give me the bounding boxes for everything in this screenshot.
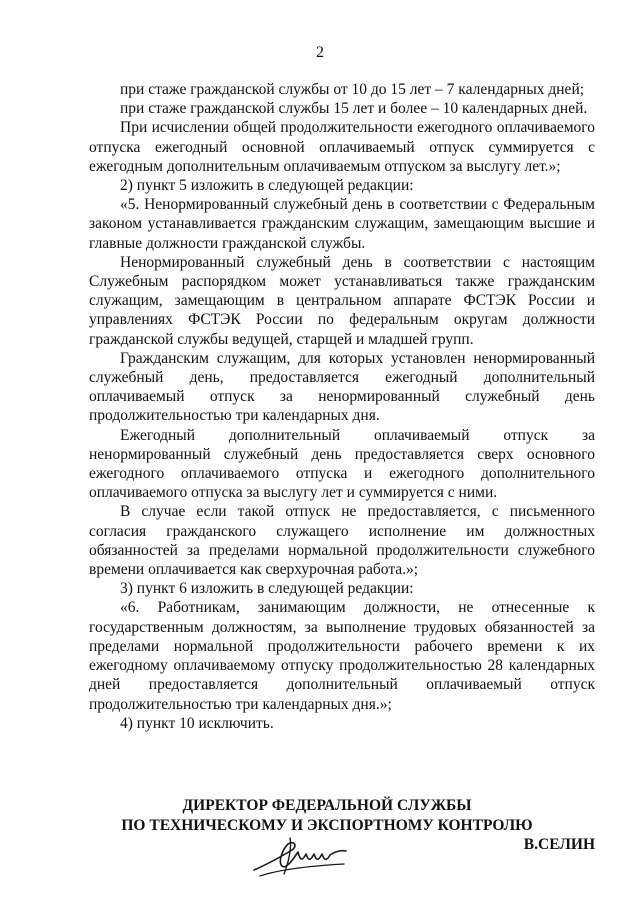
paragraph: при стаже гражданской службы от 10 до 15 лет – 7 календарных дней; [120,81,585,98]
paragraph: Ненормированный служебный день в соответствии с настоящим Служебным распорядком может устанавливаться также гражданским служащим, замещающим в центральном аппарате ФСТЭК России и управлениях ФСТЭК России по федеральным округам должности гражданской службы ведущей, старщей и младшей групп. [89,253,595,348]
page-number: 2 [316,44,324,61]
paragraph: Гражданским служащим, для которых установлен ненормированный служебный день, предоставляется ежегодный дополнительный оплачиваемый отпуск за ненормированный служебный день продолжительностью три календарных дня. [89,349,595,425]
paragraph: 2) пункт 5 изложить в следующей редакции: [120,177,414,195]
paragraph: 3) пункт 6 изложить в следующей редакции: [120,580,414,598]
paragraph: Ежегодный дополнительный оплачиваемый отпуск за ненормированный служебный день предоставляется сверх основного ежегодного оплачиваемого отпуска и ежегодного дополнительного оплачиваемого отпуска за выслугу лет и суммируется с ними. [89,426,595,502]
paragraph: 4) пункт 10 исключить. [120,714,274,732]
signatory-title-line-1: ДИРЕКТОР ФЕДЕРАЛЬНОЙ СЛУЖБЫ [182,797,472,814]
document-body [89,80,595,733]
signatory-title-line-2: ПО ТЕХНИЧЕСКОМУ И ЭКСПОРТНОМУ КОНТРОЛЮ [121,816,533,834]
paragraph: В случае если такой отпуск не предоставляется, с письменного согласия гражданского служащего исполнение им должностных обязанностей за пределами нормальной продолжительности служебного времени оплачивается как сверхурочная работа.»; [89,503,595,579]
paragraph: «5. Ненормированный служебный день в соответствии с Федеральным законом устанавливается гражданским служащим, замещающим высшие и главные должности гражданской службы. [89,196,595,252]
handwritten-signature [248,830,368,882]
paragraph: «6. Работникам, занимающим должности, не отнесенные к государственным должностям, за выполнение трудовых обязанностей за пределами нормальной продолжительности рабочего времени к их ежегодному оплачиваемому отпуску продолжительностью 28 календарных дней предоставляется дополнительный оплачиваемый отпуск продолжительностью три календарных дня.»; [89,599,595,713]
paragraph: При исчислении общей продолжительности ежегодного оплачиваемого отпуска ежегодный основной оплачиваемый отпуск суммируется с ежегодным дополнительным оплачиваемым отпуском за выслугу лет.»; [89,119,595,175]
paragraph: при стаже гражданской службы 15 лет и более – 10 календарных дней. [120,100,588,118]
signatory-name: В.СЕЛИН [523,836,595,853]
